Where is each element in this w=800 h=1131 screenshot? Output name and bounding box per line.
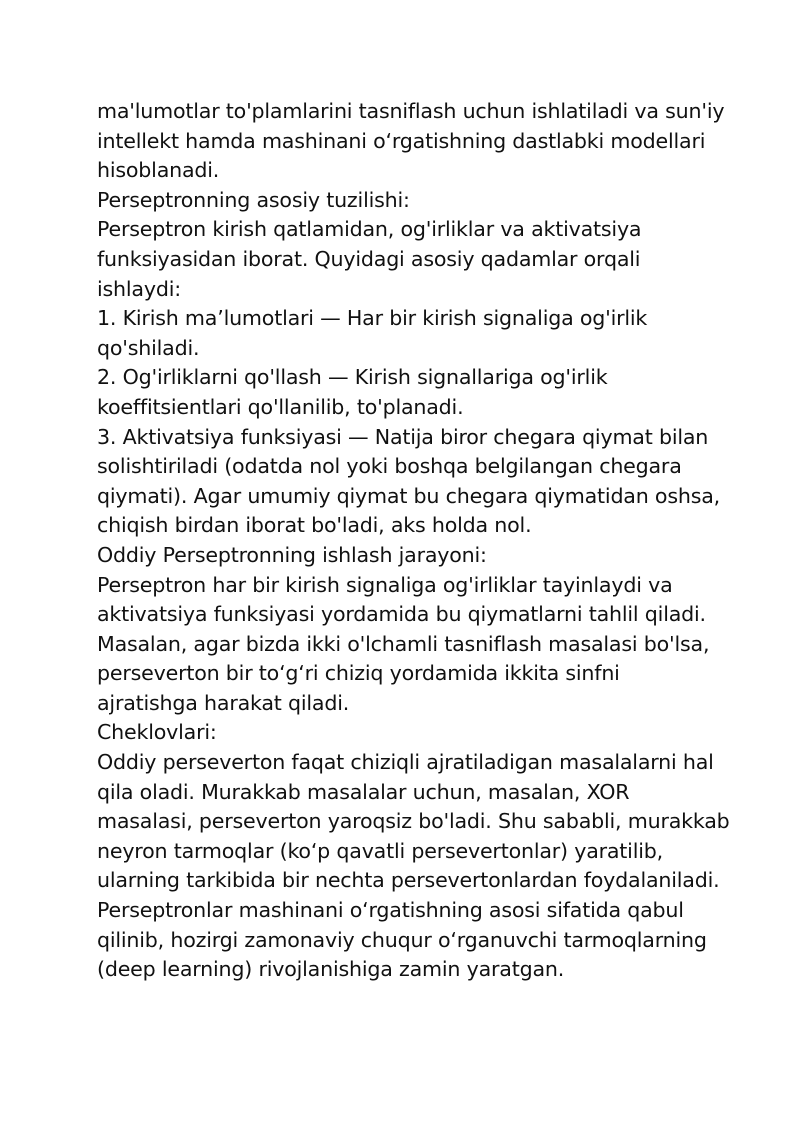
section-heading-process: Oddiy Perseptronning ishlash jarayoni: — [97, 542, 487, 567]
text-line: qiymati). Agar umumiy qiymat bu chegara qiymatidan oshsa, — [97, 483, 721, 508]
text-line: hisoblanadi. — [97, 158, 220, 183]
text-line: Perseptron har bir kirish signaliga og'irliklar tayinlaydi va — [97, 572, 673, 597]
text-line: koeffitsientlari qo'llanilib, to'planadi. — [97, 394, 464, 419]
text-line: ularning tarkibida bir nechta persevertonlardan foydalaniladi. — [97, 868, 720, 893]
section-heading-limitations: Cheklovlari: — [97, 720, 217, 745]
text-line: ajratishga harakat qiladi. — [97, 690, 350, 715]
text-line: qila oladi. Murakkab masalalar uchun, masalan, XOR — [97, 779, 630, 804]
list-item-1: 1. Kirish ma’lumotlari — Har bir kirish signaliga og'irlik — [97, 306, 648, 331]
text-line: qo'shiladi. — [97, 335, 200, 360]
text-line: aktivatsiya funksiyasi yordamida bu qiymatlarni tahlil qiladi. — [97, 602, 706, 627]
text-line: solishtiriladi (odatda nol yoki boshqa belgilangan chegara — [97, 454, 682, 479]
text-line: Masalan, agar bizda ikki o'lchamli tasniflash masalasi bo'lsa, — [97, 631, 710, 656]
text-line: intellekt hamda mashinani o‘rgatishning dastlabki modellari — [97, 128, 706, 153]
text-line: qilinib, hozirgi zamonaviy chuqur o‘rganuvchi tarmoqlarning — [97, 927, 707, 952]
text-line: Perseptronlar mashinani o‘rgatishning asosi sifatida qabul — [97, 898, 684, 923]
text-line: (deep learning) rivojlanishiga zamin yaratgan. — [97, 957, 565, 982]
section-heading-structure: Perseptronning asosiy tuzilishi: — [97, 187, 410, 212]
text-line: ma'lumotlar to'plamlarini tasniflash uchun ishlatiladi va sun'iy — [97, 99, 725, 123]
text-line: chiqish birdan iborat bo'ladi, aks holda nol. — [97, 513, 532, 538]
list-item-3: 3. Aktivatsiya funksiyasi — Natija biror chegara qiymat bilan — [97, 424, 709, 449]
text-line: ishlaydi: — [97, 276, 181, 301]
text-line: Oddiy perseverton faqat chiziqli ajratiladigan masalalarni hal — [97, 750, 714, 775]
text-line: neyron tarmoqlar (ko‘p qavatli persevertonlar) yaratilib, — [97, 838, 663, 863]
document-body-text — [97, 97, 730, 985]
text-line: masalasi, perseverton yaroqsiz bo'ladi. Shu sababli, murakkab — [97, 809, 730, 834]
text-line: funksiyasidan iborat. Quyidagi asosiy qadamlar orqali — [97, 246, 641, 271]
text-line: Perseptron kirish qatlamidan, og'irliklar va aktivatsiya — [97, 217, 642, 242]
text-line: perseverton bir to‘g‘ri chiziq yordamida ikkita sinfni — [97, 661, 620, 686]
list-item-2: 2. Og'irliklarni qo'llash — Kirish signallariga og'irlik — [97, 365, 608, 390]
